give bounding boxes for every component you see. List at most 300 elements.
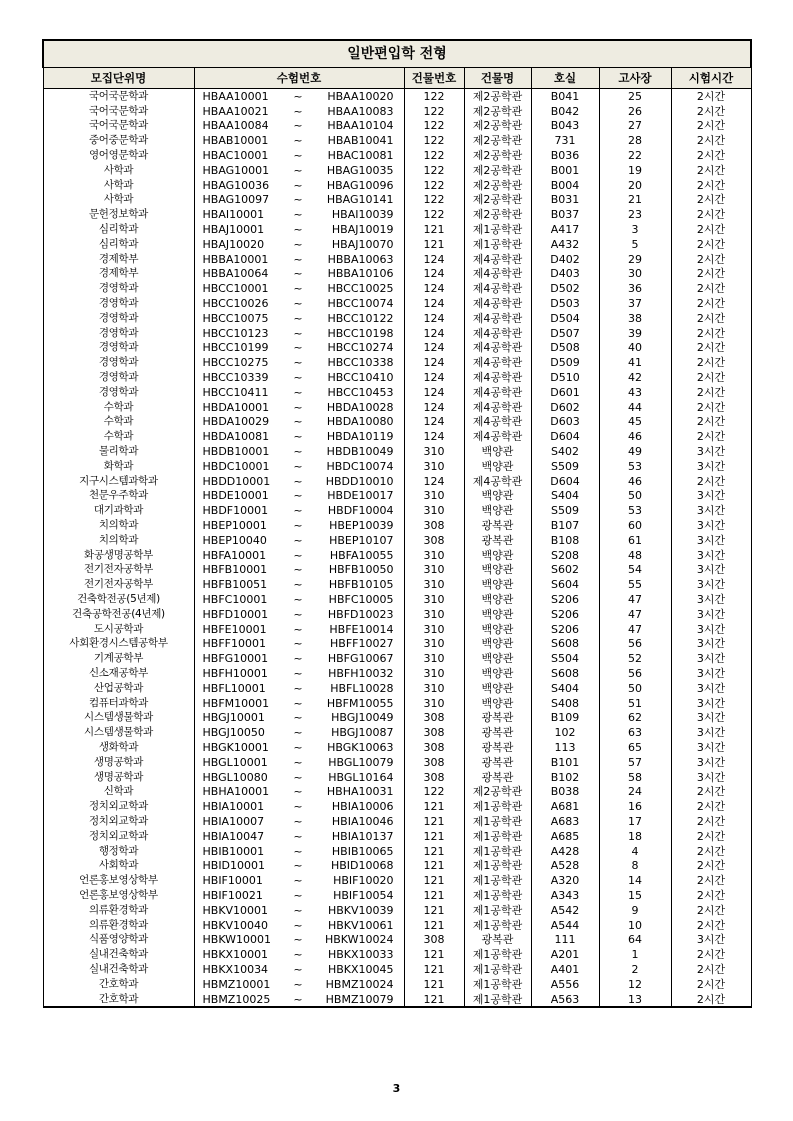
cell-tilde: ~	[293, 948, 303, 962]
cell-room: D507	[531, 326, 599, 341]
table-row	[43, 133, 751, 148]
cell-building-no: 124	[404, 326, 464, 341]
header-building-no: 건물번호	[404, 68, 464, 89]
cell-unit: 기계공학부	[43, 651, 194, 666]
cell-building-no: 124	[404, 429, 464, 444]
cell-building-no: 308	[404, 533, 464, 548]
table-row	[43, 962, 751, 977]
cell-exam-number-to: HBCC10410	[316, 370, 404, 385]
cell-exam-room: 38	[599, 311, 671, 326]
cell-room: D503	[531, 296, 599, 311]
cell-room: S604	[531, 577, 599, 592]
cell-exam-room: 63	[599, 725, 671, 740]
cell-exam-time: 2시간	[671, 326, 751, 341]
cell-exam-time: 2시간	[671, 133, 751, 148]
cell-tilde: ~	[293, 149, 303, 163]
cell-unit: 신학과	[43, 784, 194, 799]
table-row	[43, 385, 751, 400]
cell-exam-room: 45	[599, 415, 671, 430]
cell-exam-room: 60	[599, 518, 671, 533]
table-row	[43, 755, 751, 770]
cell-exam-room: 17	[599, 814, 671, 829]
cell-tilde: ~	[293, 962, 303, 976]
cell-exam-time: 3시간	[671, 740, 751, 755]
cell-exam-number-from: HBFC10001	[194, 592, 280, 607]
cell-exam-number-from: HBFH10001	[194, 666, 280, 681]
cell-building-name: 제1공학관	[464, 799, 531, 814]
table-row	[43, 503, 751, 518]
cell-unit: 경제학부	[43, 252, 194, 267]
cell-building-name: 제1공학관	[464, 844, 531, 859]
cell-room: S509	[531, 503, 599, 518]
cell-exam-number-to: HBFB10105	[316, 577, 404, 592]
cell-building-name: 제4공학관	[464, 326, 531, 341]
cell-exam-number-to: HBAJ10019	[316, 222, 404, 237]
cell-room: S608	[531, 666, 599, 681]
cell-building-name: 백양관	[464, 636, 531, 651]
table-row	[43, 281, 751, 296]
cell-room: 731	[531, 133, 599, 148]
table-row	[43, 607, 751, 622]
cell-tilde: ~	[293, 385, 303, 399]
cell-building-name: 광복관	[464, 518, 531, 533]
cell-building-no: 308	[404, 710, 464, 725]
cell-building-no: 122	[404, 163, 464, 178]
table-row	[43, 651, 751, 666]
cell-exam-number-from: HBAJ10001	[194, 222, 280, 237]
cell-exam-number-from: HBKW10001	[194, 932, 280, 947]
cell-room: B004	[531, 178, 599, 193]
cell-building-name: 제4공학관	[464, 355, 531, 370]
cell-room: S206	[531, 607, 599, 622]
cell-building-name: 제2공학관	[464, 178, 531, 193]
cell-building-no: 124	[404, 267, 464, 282]
cell-exam-number-from: HBAC10001	[194, 148, 280, 163]
cell-tilde: ~	[293, 178, 303, 192]
cell-building-name: 제1공학관	[464, 873, 531, 888]
cell-exam-number-from: HBHA10001	[194, 784, 280, 799]
cell-unit: 심리학과	[43, 237, 194, 252]
cell-room: D508	[531, 341, 599, 356]
cell-building-name: 제1공학관	[464, 977, 531, 992]
cell-exam-number-to: HBCC10274	[316, 341, 404, 356]
cell-unit: 생화학과	[43, 740, 194, 755]
table-row	[43, 222, 751, 237]
cell-exam-room: 5	[599, 237, 671, 252]
cell-exam-time: 2시간	[671, 858, 751, 873]
cell-tilde: ~	[293, 918, 303, 932]
cell-unit: 생명공학과	[43, 770, 194, 785]
cell-unit: 경영학과	[43, 311, 194, 326]
table-row	[43, 237, 751, 252]
cell-building-name: 제4공학관	[464, 474, 531, 489]
cell-tilde: ~	[293, 696, 303, 710]
cell-exam-room: 62	[599, 710, 671, 725]
cell-exam-time: 3시간	[671, 533, 751, 548]
cell-room: D604	[531, 474, 599, 489]
table-row	[43, 415, 751, 430]
cell-exam-time: 3시간	[671, 548, 751, 563]
cell-room: D510	[531, 370, 599, 385]
cell-exam-number-to: HBFM10055	[316, 696, 404, 711]
cell-exam-time: 3시간	[671, 622, 751, 637]
cell-building-name: 백양관	[464, 563, 531, 578]
cell-room: A528	[531, 858, 599, 873]
cell-room: S504	[531, 651, 599, 666]
cell-exam-number-to: HBFH10032	[316, 666, 404, 681]
cell-exam-room: 57	[599, 755, 671, 770]
cell-exam-number-to: HBKX10033	[316, 947, 404, 962]
table-row	[43, 799, 751, 814]
cell-exam-time: 2시간	[671, 385, 751, 400]
cell-tilde: ~	[293, 770, 303, 784]
cell-exam-number-from: HBMZ10025	[194, 992, 280, 1008]
cell-unit: 건축학전공(5년제)	[43, 592, 194, 607]
cell-tilde: ~	[293, 89, 303, 103]
table-row	[43, 193, 751, 208]
cell-exam-time: 2시간	[671, 341, 751, 356]
cell-room: B042	[531, 104, 599, 119]
cell-tilde: ~	[293, 578, 303, 592]
cell-building-no: 310	[404, 444, 464, 459]
cell-exam-room: 50	[599, 489, 671, 504]
cell-exam-room: 50	[599, 681, 671, 696]
cell-exam-number-to: HBCC10338	[316, 355, 404, 370]
cell-exam-number-to: HBIA10006	[316, 799, 404, 814]
cell-exam-time: 2시간	[671, 370, 751, 385]
cell-building-no: 124	[404, 370, 464, 385]
cell-unit: 산업공학과	[43, 681, 194, 696]
cell-exam-time: 3시간	[671, 636, 751, 651]
cell-exam-time: 2시간	[671, 962, 751, 977]
cell-exam-number-to: HBFE10014	[316, 622, 404, 637]
cell-exam-time: 2시간	[671, 947, 751, 962]
cell-exam-number-to: HBCC10122	[316, 311, 404, 326]
table-row	[43, 474, 751, 489]
cell-room: D403	[531, 267, 599, 282]
cell-unit: 신소재공학부	[43, 666, 194, 681]
cell-exam-room: 15	[599, 888, 671, 903]
cell-tilde: ~	[293, 874, 303, 888]
table-row	[43, 400, 751, 415]
cell-building-name: 광복관	[464, 533, 531, 548]
cell-exam-number-from: HBAI10001	[194, 207, 280, 222]
cell-exam-number-from: HBAJ10020	[194, 237, 280, 252]
cell-exam-number-from: HBCC10123	[194, 326, 280, 341]
cell-room: A428	[531, 844, 599, 859]
cell-room: B041	[531, 89, 599, 104]
cell-building-name: 제1공학관	[464, 903, 531, 918]
table-row	[43, 548, 751, 563]
cell-unit: 시스템생물학과	[43, 710, 194, 725]
cell-building-name: 제4공학관	[464, 341, 531, 356]
cell-exam-time: 2시간	[671, 207, 751, 222]
cell-tilde: ~	[293, 134, 303, 148]
header-building-name: 건물명	[464, 68, 531, 89]
cell-exam-number-from: HBKV10040	[194, 918, 280, 933]
cell-building-no: 121	[404, 962, 464, 977]
cell-exam-number-to: HBAB10041	[316, 133, 404, 148]
cell-room: A685	[531, 829, 599, 844]
cell-exam-number-to: HBIA10137	[316, 829, 404, 844]
cell-building-name: 제2공학관	[464, 163, 531, 178]
cell-building-name: 제4공학관	[464, 385, 531, 400]
cell-exam-room: 18	[599, 829, 671, 844]
cell-unit: 경영학과	[43, 341, 194, 356]
cell-exam-room: 56	[599, 666, 671, 681]
cell-unit: 국어국문학과	[43, 119, 194, 134]
cell-room: D601	[531, 385, 599, 400]
table-row	[43, 429, 751, 444]
cell-exam-number-from: HBBA10064	[194, 267, 280, 282]
cell-room: S602	[531, 563, 599, 578]
cell-building-no: 122	[404, 193, 464, 208]
cell-exam-number-from: HBGL10080	[194, 770, 280, 785]
table-row	[43, 636, 751, 651]
cell-exam-number-from: HBKV10001	[194, 903, 280, 918]
cell-room: A343	[531, 888, 599, 903]
cell-building-no: 310	[404, 622, 464, 637]
cell-building-no: 310	[404, 696, 464, 711]
cell-exam-room: 44	[599, 400, 671, 415]
cell-exam-time: 2시간	[671, 992, 751, 1008]
cell-tilde: ~	[293, 267, 303, 281]
cell-tilde: ~	[293, 193, 303, 207]
cell-unit: 실내건축학과	[43, 962, 194, 977]
table-row	[43, 681, 751, 696]
cell-building-no: 122	[404, 178, 464, 193]
cell-unit: 문헌정보학과	[43, 207, 194, 222]
cell-exam-number-from: HBAB10001	[194, 133, 280, 148]
cell-unit: 의류환경학과	[43, 903, 194, 918]
cell-exam-number-to: HBGJ10049	[316, 710, 404, 725]
cell-unit: 의류환경학과	[43, 918, 194, 933]
cell-exam-number-from: HBDA10029	[194, 415, 280, 430]
cell-tilde: ~	[293, 814, 303, 828]
cell-exam-time: 2시간	[671, 400, 751, 415]
cell-tilde: ~	[293, 430, 303, 444]
cell-building-no: 121	[404, 237, 464, 252]
cell-building-no: 310	[404, 651, 464, 666]
cell-exam-number-to: HBGL10079	[316, 755, 404, 770]
cell-building-no: 124	[404, 341, 464, 356]
cell-exam-number-to: HBBA10106	[316, 267, 404, 282]
cell-exam-number-to: HBFG10067	[316, 651, 404, 666]
cell-exam-number-to: HBIB10065	[316, 844, 404, 859]
cell-building-no: 310	[404, 607, 464, 622]
cell-unit: 지구시스템과학과	[43, 474, 194, 489]
cell-room: 113	[531, 740, 599, 755]
table-row	[43, 873, 751, 888]
cell-tilde: ~	[293, 785, 303, 799]
cell-tilde: ~	[293, 282, 303, 296]
cell-tilde: ~	[293, 888, 303, 902]
table-row	[43, 696, 751, 711]
cell-exam-number-to: HBFB10050	[316, 563, 404, 578]
cell-unit: 전기전자공학부	[43, 577, 194, 592]
cell-exam-number-from: HBEP10040	[194, 533, 280, 548]
cell-building-no: 121	[404, 829, 464, 844]
cell-exam-room: 28	[599, 133, 671, 148]
cell-building-no: 122	[404, 784, 464, 799]
cell-building-name: 백양관	[464, 444, 531, 459]
cell-tilde: ~	[293, 726, 303, 740]
cell-building-name: 광복관	[464, 755, 531, 770]
cell-exam-number-from: HBAG10036	[194, 178, 280, 193]
cell-exam-number-to: HBDA10080	[316, 415, 404, 430]
cell-unit: 사학과	[43, 163, 194, 178]
cell-building-no: 121	[404, 918, 464, 933]
cell-building-no: 124	[404, 385, 464, 400]
cell-exam-number-to: HBAC10081	[316, 148, 404, 163]
cell-exam-number-to: HBHA10031	[316, 784, 404, 799]
cell-room: B108	[531, 533, 599, 548]
cell-exam-number-to: HBDA10028	[316, 400, 404, 415]
cell-exam-number-from: HBIA10001	[194, 799, 280, 814]
cell-building-no: 121	[404, 903, 464, 918]
cell-unit: 경영학과	[43, 296, 194, 311]
cell-tilde: ~	[293, 341, 303, 355]
cell-exam-time: 2시간	[671, 429, 751, 444]
cell-tilde: ~	[293, 489, 303, 503]
cell-exam-time: 2시간	[671, 252, 751, 267]
cell-exam-number-to: HBAG10096	[316, 178, 404, 193]
cell-unit: 수학과	[43, 400, 194, 415]
cell-exam-number-to: HBCC10025	[316, 281, 404, 296]
cell-exam-number-to: HBAG10141	[316, 193, 404, 208]
cell-tilde: ~	[293, 652, 303, 666]
cell-unit: 중어중문학과	[43, 133, 194, 148]
table-row	[43, 858, 751, 873]
cell-building-no: 124	[404, 400, 464, 415]
cell-exam-number-from: HBCC10199	[194, 341, 280, 356]
cell-exam-number-to: HBKX10045	[316, 962, 404, 977]
cell-tilde: ~	[293, 844, 303, 858]
cell-exam-time: 2시간	[671, 888, 751, 903]
cell-tilde: ~	[293, 237, 303, 251]
cell-exam-room: 49	[599, 444, 671, 459]
table-row	[43, 296, 751, 311]
cell-exam-number-to: HBAA10083	[316, 104, 404, 119]
cell-exam-time: 2시간	[671, 193, 751, 208]
cell-exam-time: 3시간	[671, 577, 751, 592]
cell-building-name: 제1공학관	[464, 888, 531, 903]
cell-building-name: 제2공학관	[464, 193, 531, 208]
cell-building-no: 122	[404, 104, 464, 119]
cell-exam-number-to: HBDF10004	[316, 503, 404, 518]
cell-building-no: 122	[404, 148, 464, 163]
cell-building-name: 제4공학관	[464, 281, 531, 296]
cell-exam-room: 25	[599, 89, 671, 104]
cell-exam-time: 2시간	[671, 178, 751, 193]
cell-building-no: 310	[404, 681, 464, 696]
cell-exam-number-to: HBEP10039	[316, 518, 404, 533]
cell-building-name: 제4공학관	[464, 370, 531, 385]
cell-building-no: 124	[404, 415, 464, 430]
cell-building-no: 121	[404, 947, 464, 962]
cell-room: A432	[531, 237, 599, 252]
cell-exam-room: 61	[599, 533, 671, 548]
cell-room: D509	[531, 355, 599, 370]
table-row	[43, 844, 751, 859]
header-exam-room: 고사장	[599, 68, 671, 89]
cell-exam-number-to: HBDD10010	[316, 474, 404, 489]
cell-building-no: 308	[404, 725, 464, 740]
cell-building-name: 백양관	[464, 607, 531, 622]
table-row	[43, 903, 751, 918]
cell-exam-room: 24	[599, 784, 671, 799]
cell-exam-time: 2시간	[671, 237, 751, 252]
cell-exam-number-to: HBIF10054	[316, 888, 404, 903]
cell-exam-number-to: HBKV10061	[316, 918, 404, 933]
table-row	[43, 577, 751, 592]
cell-exam-time: 3시간	[671, 518, 751, 533]
cell-exam-number-from: HBEP10001	[194, 518, 280, 533]
cell-building-no: 121	[404, 222, 464, 237]
cell-building-no: 124	[404, 474, 464, 489]
cell-exam-number-to: HBIF10020	[316, 873, 404, 888]
cell-exam-number-from: HBGK10001	[194, 740, 280, 755]
cell-room: A563	[531, 992, 599, 1008]
table-row	[43, 119, 751, 134]
cell-exam-room: 13	[599, 992, 671, 1008]
cell-exam-number-to: HBEP10107	[316, 533, 404, 548]
cell-building-name: 제4공학관	[464, 267, 531, 282]
table-row	[43, 814, 751, 829]
table-row	[43, 444, 751, 459]
table-row	[43, 977, 751, 992]
cell-exam-number-from: HBDC10001	[194, 459, 280, 474]
cell-building-name: 제4공학관	[464, 252, 531, 267]
cell-building-name: 제1공학관	[464, 237, 531, 252]
cell-building-name: 제4공학관	[464, 296, 531, 311]
cell-room: 102	[531, 725, 599, 740]
cell-unit: 행정학과	[43, 844, 194, 859]
cell-exam-room: 30	[599, 267, 671, 282]
cell-exam-time: 3시간	[671, 696, 751, 711]
cell-building-no: 122	[404, 207, 464, 222]
cell-room: S208	[531, 548, 599, 563]
cell-building-no: 124	[404, 355, 464, 370]
cell-building-name: 백양관	[464, 592, 531, 607]
cell-tilde: ~	[293, 519, 303, 532]
cell-room: S402	[531, 444, 599, 459]
cell-building-no: 124	[404, 281, 464, 296]
cell-tilde: ~	[293, 104, 303, 118]
cell-building-name: 제4공학관	[464, 311, 531, 326]
cell-exam-number-from: HBFD10001	[194, 607, 280, 622]
cell-building-name: 제1공학관	[464, 222, 531, 237]
table-row	[43, 784, 751, 799]
cell-exam-room: 27	[599, 119, 671, 134]
cell-exam-room: 23	[599, 207, 671, 222]
cell-exam-number-from: HBCC10411	[194, 385, 280, 400]
cell-tilde: ~	[293, 119, 303, 133]
cell-exam-time: 3시간	[671, 592, 751, 607]
cell-exam-number-to: HBBA10063	[316, 252, 404, 267]
table-row	[43, 89, 751, 104]
cell-unit: 화공생명공학부	[43, 548, 194, 563]
header-exam-time: 시험시간	[671, 68, 751, 89]
cell-unit: 치의학과	[43, 533, 194, 548]
cell-building-name: 제1공학관	[464, 918, 531, 933]
cell-building-no: 310	[404, 563, 464, 578]
cell-exam-number-from: HBAA10001	[194, 89, 280, 104]
cell-exam-time: 2시간	[671, 799, 751, 814]
table-row	[43, 355, 751, 370]
cell-exam-room: 64	[599, 932, 671, 947]
header-unit: 모집단위명	[43, 68, 194, 89]
